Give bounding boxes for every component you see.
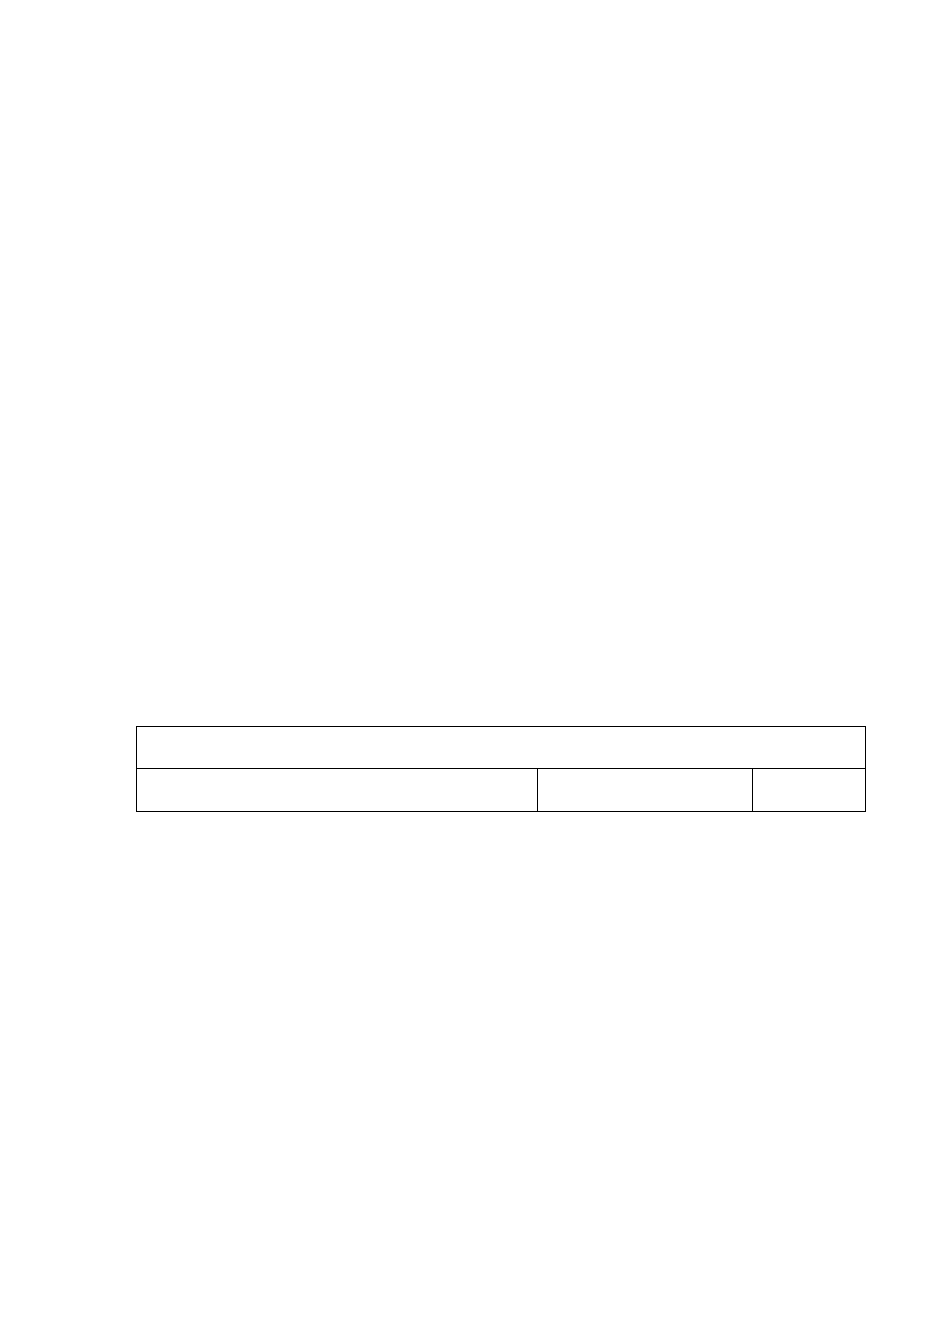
header-version [538,769,753,812]
header-procedure-name [137,769,538,812]
header-info-row [137,769,865,812]
document-header-table [136,726,866,812]
header-title-row [137,727,865,769]
header-page-number [753,769,865,812]
